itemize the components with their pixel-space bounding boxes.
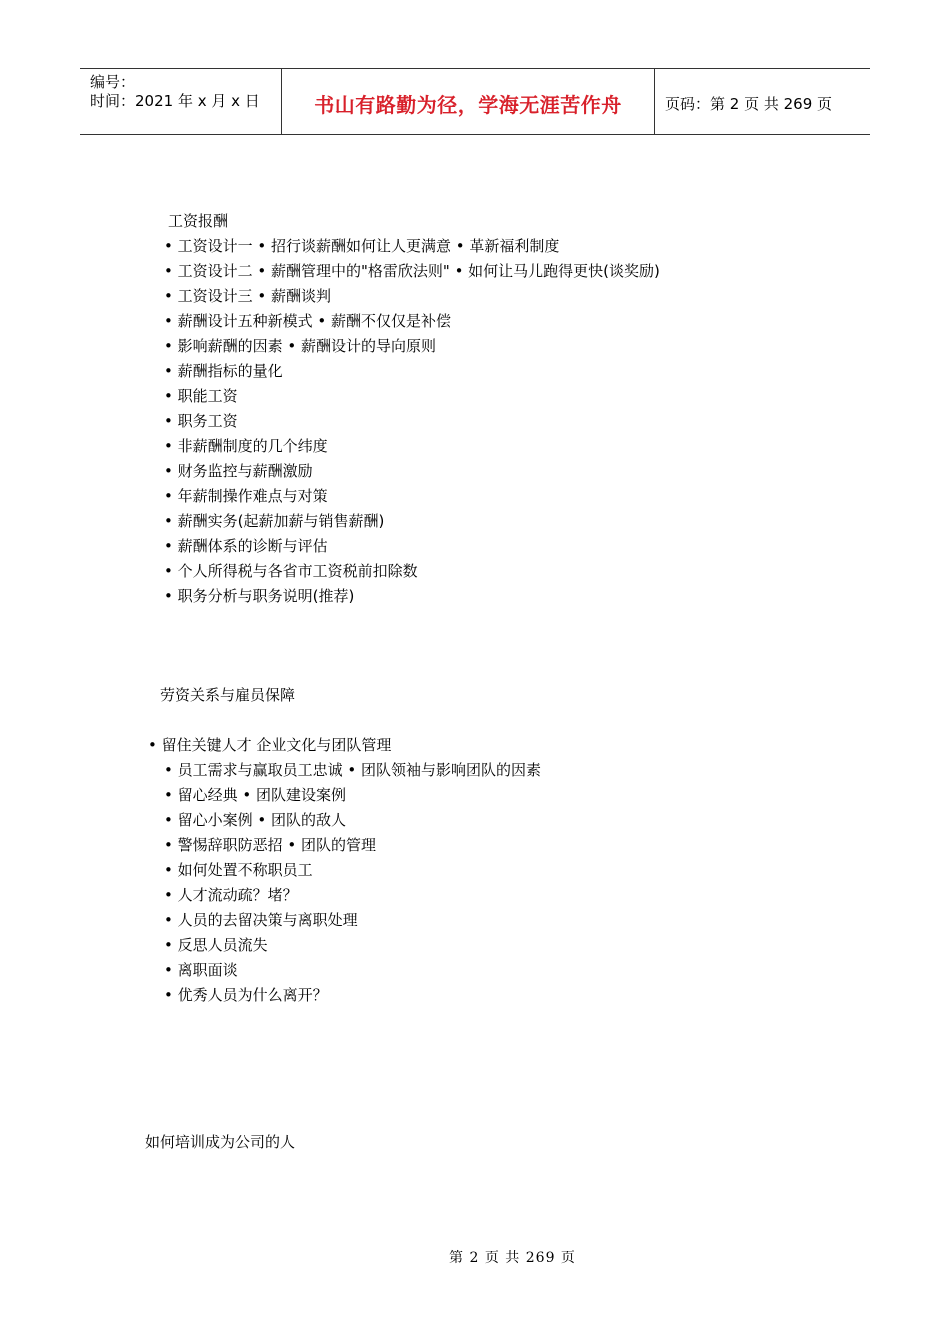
list-item: • 非薪酬制度的几个纬度 xyxy=(164,437,328,455)
page-header xyxy=(80,68,870,135)
list-item: • 薪酬指标的量化 xyxy=(164,362,283,380)
list-item: • 如何处置不称职员工 xyxy=(164,861,313,879)
header-motto: 书山有路勤为径，学海无涯苦作舟 xyxy=(314,93,622,117)
list-item: • 薪酬体系的诊断与评估 xyxy=(164,537,328,555)
list-item: • 人才流动疏？堵？ xyxy=(164,886,298,904)
list-item: • 个人所得税与各省市工资税前扣除数 xyxy=(164,562,418,580)
list-item: • 年薪制操作难点与对策 xyxy=(164,487,328,505)
list-item: • 工资设计三 • 薪酬谈判 xyxy=(164,287,332,305)
list-item: • 薪酬实务(起薪加薪与销售薪酬) xyxy=(164,512,385,530)
list-item: • 反思人员流失 xyxy=(164,936,268,954)
document-number-label: 编号： xyxy=(90,73,136,91)
page-footer: 第 2 页 共 269 页 xyxy=(449,1250,576,1266)
list-item: • 离职面谈 xyxy=(164,961,238,979)
section-title-labor-relations: 劳资关系与雇员保障 xyxy=(160,686,296,704)
list-item: • 警惕辞职防恶招 • 团队的管理 xyxy=(164,836,377,854)
list-item: • 留心小案例 • 团队的敌人 xyxy=(164,811,347,829)
document-date-label: 时间：2021 年 x 月 x 日 xyxy=(90,92,260,110)
list-item: • 工资设计二 • 薪酬管理中的"格雷欣法则" • 如何让马儿跑得更快(谈奖励) xyxy=(164,262,660,280)
list-item: • 财务监控与薪酬激励 xyxy=(164,462,313,480)
list-item: • 职务分析与职务说明(推荐) xyxy=(164,587,355,605)
list-item: • 工资设计一 • 招行谈薪酬如何让人更满意 • 革新福利制度 xyxy=(164,237,560,255)
list-item: • 影响薪酬的因素 • 薪酬设计的导向原则 xyxy=(164,337,437,355)
list-item: • 员工需求与赢取员工忠诚 • 团队领袖与影响团队的因素 xyxy=(164,761,542,779)
section-title-compensation: 工资报酬 xyxy=(168,212,229,230)
list-item: • 留心经典 • 团队建设案例 xyxy=(164,786,347,804)
list-item: • 职务工资 xyxy=(164,412,238,430)
header-page-info: 页码：第 2 页 共 269 页 xyxy=(665,95,833,113)
list-item: • 薪酬设计五种新模式 • 薪酬不仅仅是补偿 xyxy=(164,312,452,330)
header-divider-right xyxy=(654,69,655,135)
closing-line: 如何培训成为公司的人 xyxy=(145,1133,296,1151)
list-item: • 职能工资 xyxy=(164,387,238,405)
header-meta xyxy=(90,73,260,111)
list-item: • 人员的去留决策与离职处理 xyxy=(164,911,358,929)
section-lead-item: • 留住关键人才 企业文化与团队管理 xyxy=(148,736,392,754)
list-item: • 优秀人员为什么离开？ xyxy=(164,986,328,1004)
